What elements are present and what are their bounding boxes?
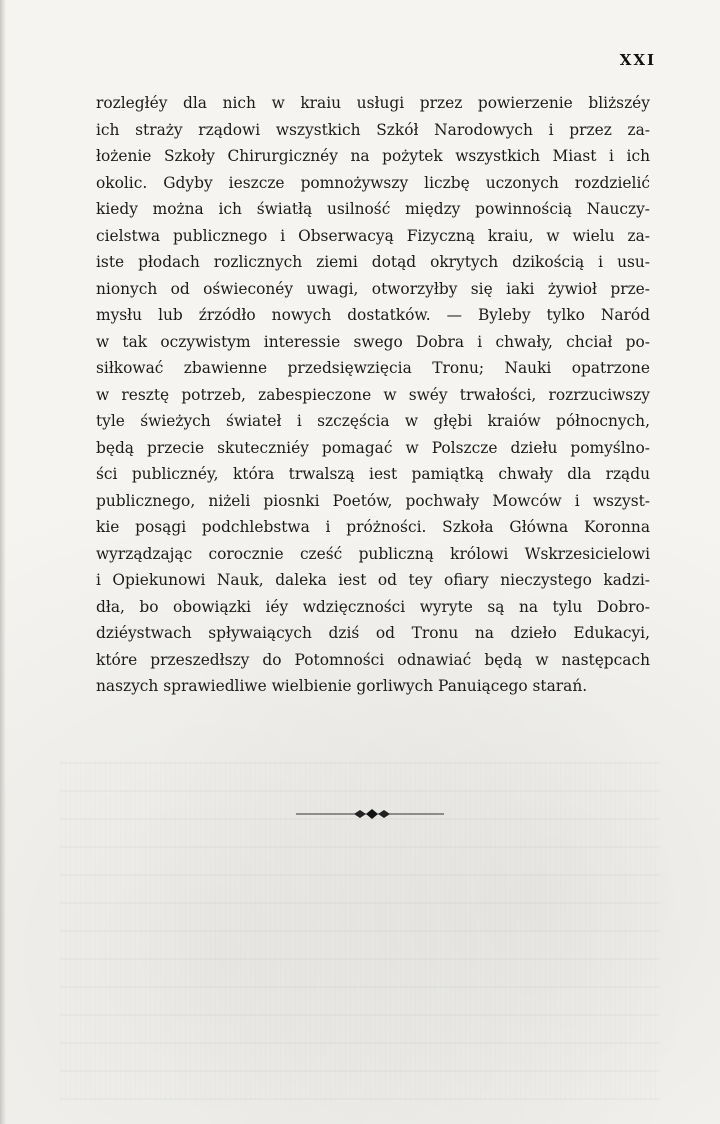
- text-line: będą przecie skuteczniéy pomagać w Polszcze dziełu pomyślno-: [96, 438, 650, 457]
- text-line: nionych od oświeconéy uwagi, otworzyłby się iaki żywioł prze-: [96, 279, 650, 298]
- text-line: które przeszedłszy do Potomności odnawiać będą w następcach: [96, 650, 650, 669]
- text-line: dła, bo obowiązki iéy wdzięczności wyryte są na tylu Dobro-: [96, 597, 650, 616]
- text-line: iste płodach rozlicznych ziemi dotąd okrytych dzikością i usu-: [96, 253, 650, 271]
- text-line: ich straży rządowi wszystkich Szkół Narodowych i przez za-: [96, 120, 650, 139]
- page-number: XXI: [619, 51, 656, 69]
- ornamental-divider: [296, 804, 444, 824]
- text-line: mysłu lub źrzódło nowych dostatków. — Byleby tylko Naród: [96, 306, 650, 324]
- text-line: i Opiekunowi Nauk, daleka iest od tey ofiary nieczystego kadzi-: [96, 571, 650, 589]
- text-line: siłkować zbawienne przedsięwzięcia Tronu; Nauki opatrzone: [96, 359, 650, 377]
- text-line: w tak oczywistym interessie swego Dobra i chwały, chciał po-: [96, 332, 650, 351]
- body-paragraph: [96, 90, 650, 700]
- text-line: wyrządzając corocznie cześć publiczną królowi Wskrzesicielowi: [96, 544, 650, 563]
- text-line: cielstwa publicznego i Obserwacyą Fizyczną kraiu, w wielu za-: [96, 226, 650, 245]
- text-line: rozległéy dla nich w kraiu usługi przez powierzenie bliższéy: [96, 94, 650, 112]
- text-line: naszych sprawiedliwe wielbienie gorliwych Panuiącego starań.: [96, 677, 588, 695]
- text-line: publicznego, niżeli piosnki Poetów, pochwały Mowców i wszyst-: [96, 491, 650, 510]
- text-line: kiedy można ich światłą usilność między powinnością Nauczy-: [96, 200, 650, 218]
- text-line: okolic. Gdyby ieszcze pomnożywszy liczbę uczonych rozdzielić: [96, 173, 650, 192]
- text-line: tyle świeżych świateł i szczęścia w głębi kraiów północnych,: [96, 412, 650, 430]
- text-line: kie posągi podchlebstwa i próżności. Szkoła Główna Koronna: [96, 518, 650, 536]
- text-line: dziéystwach spływaiących dziś od Tronu na dzieło Edukacyi,: [96, 624, 650, 642]
- text-line: ści publicznéy, która trwalszą iest pamiątką chwały dla rządu: [96, 465, 650, 483]
- page-edge-shadow: [0, 0, 6, 1124]
- text-line: łożenie Szkoły Chirurgicznéy na pożytek wszystkich Miast i ich: [96, 147, 650, 165]
- text-line: w resztę potrzeb, zabespieczone w swéy trwałości, rozrzuciwszy: [96, 385, 650, 404]
